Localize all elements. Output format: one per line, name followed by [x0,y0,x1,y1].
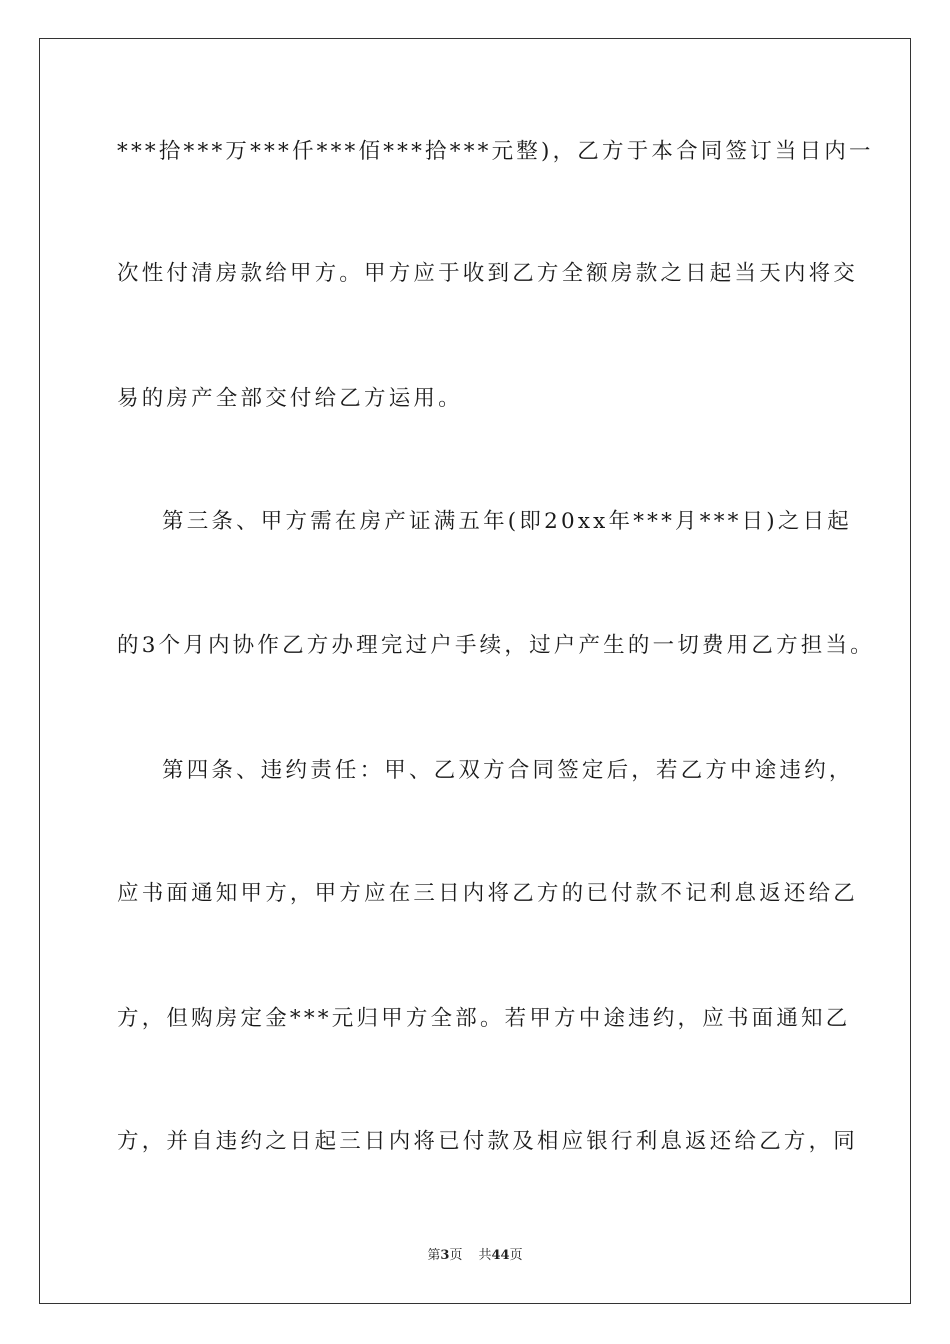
page-footer [0,1247,950,1265]
page-suffix: 页 [449,1248,463,1263]
body-text-line-6: 第四条、违约责任：甲、乙双方合同签定后，若乙方中途违约， [162,758,854,783]
body-text-line-2: 次性付清房款给甲方。甲方应于收到乙方全额房款之日起当天内将交 [117,261,859,286]
body-text-line-4: 第三条、甲方需在房产证满五年(即20xx年***月***日)之日起 [162,509,852,534]
page-prefix: 第 [427,1248,441,1263]
total-pages: 44 [491,1248,510,1263]
total-suffix: 页 [509,1248,523,1263]
page-number: 3 [440,1248,450,1263]
total-prefix: 共 [478,1248,492,1263]
body-text-line-3: 易的房产全部交付给乙方运用。 [117,386,463,411]
body-text-line-5: 的3个月内协作乙方办理完过户手续，过户产生的一切费用乙方担当。 [117,633,875,658]
body-text-line-7: 应书面通知甲方，甲方应在三日内将乙方的已付款不记利息返还给乙 [117,881,859,906]
body-text-line-8: 方，但购房定金***元归甲方全部。若甲方中途违约，应书面通知乙 [117,1006,851,1031]
page-border [39,38,911,1304]
body-text-line-1: ***拾***万***仟***佰***拾***元整)，乙方于本合同签订当日内一 [117,139,874,164]
body-text-line-9: 方，并自违约之日起三日内将已付款及相应银行利息返还给乙方，同 [117,1129,859,1154]
